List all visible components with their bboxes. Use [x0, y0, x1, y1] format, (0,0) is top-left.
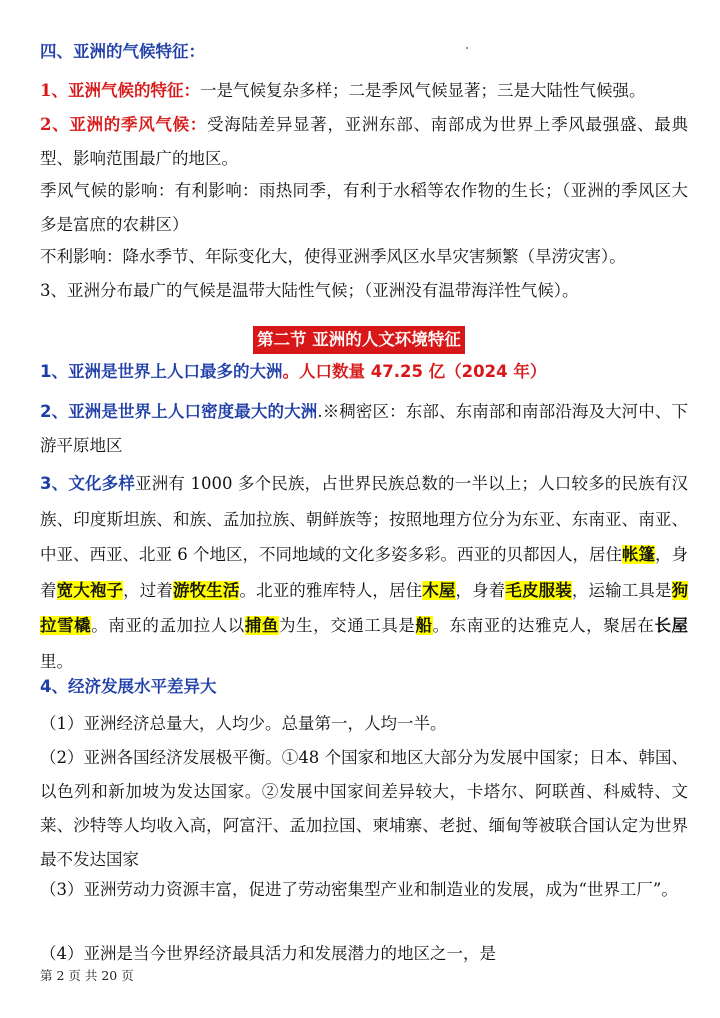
item-density-text: .※稠密区：东部、东南部和南部沿海及大河中、下游平原地区 — [40, 402, 688, 455]
item-culture-text-3: ，过着 — [123, 580, 173, 600]
label-climate-features: 1、亚洲气候的特征： — [40, 81, 200, 100]
item-density — [40, 395, 688, 463]
highlight-boat: 船 — [415, 616, 433, 635]
highlight-nomad: 游牧生活 — [172, 580, 240, 600]
highlight-fishing: 捕鱼 — [244, 616, 279, 635]
paragraph-monsoon — [40, 108, 688, 176]
highlight-robe: 宽大袍子 — [56, 580, 124, 600]
item-culture-text-4: 。北亚的雅库特人，居住 — [239, 580, 423, 600]
text-monsoon: 受海陆差异显著，亚洲东部、南部成为世界上季风最强盛、最典型、影响范围最广的地区。 — [40, 115, 688, 168]
sub-item-4: （4）亚洲是当今世界经济最具活力和发展潜力的地区之一，是 — [40, 944, 496, 963]
highlight-dog-sled: 狗拉雪橇 — [40, 580, 689, 635]
item-culture-text-5: ，身着 — [455, 580, 506, 600]
sub-item-3: （3）亚洲劳动力资源丰富，促进了劳动密集型产业和制造业的发展，成为“世界工厂”。 — [40, 880, 678, 899]
paragraph-continental-climate: 3、亚洲分布最广的气候是温带大陆性气候；（亚洲没有温带海洋性气候）。 — [40, 281, 579, 300]
section-title-human-environment: 第二节 亚洲的人文环境特征 — [253, 326, 465, 354]
highlight-fur: 毛皮服装 — [505, 580, 572, 600]
item-population-blue: 1、亚洲是世界上人口最多的大洲 — [40, 362, 283, 381]
sub-item-2: （2）亚洲各国经济发展极平衡。①48 个国家和地区大部分为发展中国家；日本、韩国、以色列和新加坡为发达国家。②发展中国家间差异较大，卡塔尔、阿联酋、科威特、文莱、沙特等人均收入高，阿富汗、孟加拉国、柬埔寨、老挝、缅甸等被联合国认定为世界最不发达国家 — [40, 748, 688, 869]
item-culture-text-2: ，身着 — [40, 545, 688, 600]
item-population-red: 。人口数量 47.25 亿（2024 年） — [282, 362, 547, 381]
text-climate-features: 一是气候复杂多样；二是季风气候显著；三是大陆性气候强。 — [199, 81, 646, 100]
section-heading-climate: 四、亚洲的气候特征： — [40, 42, 205, 61]
item-culture-text-1: 亚洲有 1000 多个民族，占世界民族总数的一半以上；人口较多的民族有汉族、印度斯坦族、和族、孟加拉族、朝鲜族等；按照地理方位分为东亚、东南亚、南亚、中亚、西亚、北亚 6 个地区，不同地域的文化多姿多彩。西亚的贝都因人，居住 — [40, 474, 688, 564]
page-footer: 第 2 页 共 20 页 — [40, 968, 134, 983]
item-density-blue: 2、亚洲是世界上人口密度最大的大洲 — [40, 402, 318, 421]
bold-longhouse: 长屋 — [654, 616, 689, 635]
sub-item-1: （1）亚洲经济总量大，人均少。总量第一，人均一半。 — [40, 714, 447, 733]
item-culture-text-7: 。南亚的孟加拉人以 — [91, 616, 245, 635]
item-population — [40, 355, 688, 389]
label-monsoon: 2、亚洲的季风气候： — [40, 115, 208, 134]
item-economy-heading: 4、经济发展水平差异大 — [40, 677, 217, 696]
highlight-wooden-house: 木屋 — [422, 580, 456, 600]
item-culture-blue: 3、文化多样 — [40, 474, 136, 493]
item-culture-text-8: 为生，交通工具是 — [278, 616, 416, 635]
item-culture-text-9: 。东南亚的达雅克人，聚居在 — [432, 616, 655, 635]
item-culture — [40, 466, 688, 679]
paragraph-climate-features — [40, 74, 688, 108]
item-culture-text-6: ，运输工具是 — [571, 580, 672, 600]
paragraph-monsoon-impact: 季风气候的影响：有利影响：雨热同季，有利于水稻等农作物的生长；（亚洲的季风区大多是富庶的农耕区） — [40, 181, 688, 234]
paragraph-adverse-impact: 不利影响：降水季节、年际变化大，使得亚洲季风区水旱灾害频繁（旱涝灾害）。 — [40, 247, 626, 266]
highlight-tent: 帐篷 — [622, 545, 655, 564]
item-culture-text-10: 里。 — [40, 651, 73, 671]
